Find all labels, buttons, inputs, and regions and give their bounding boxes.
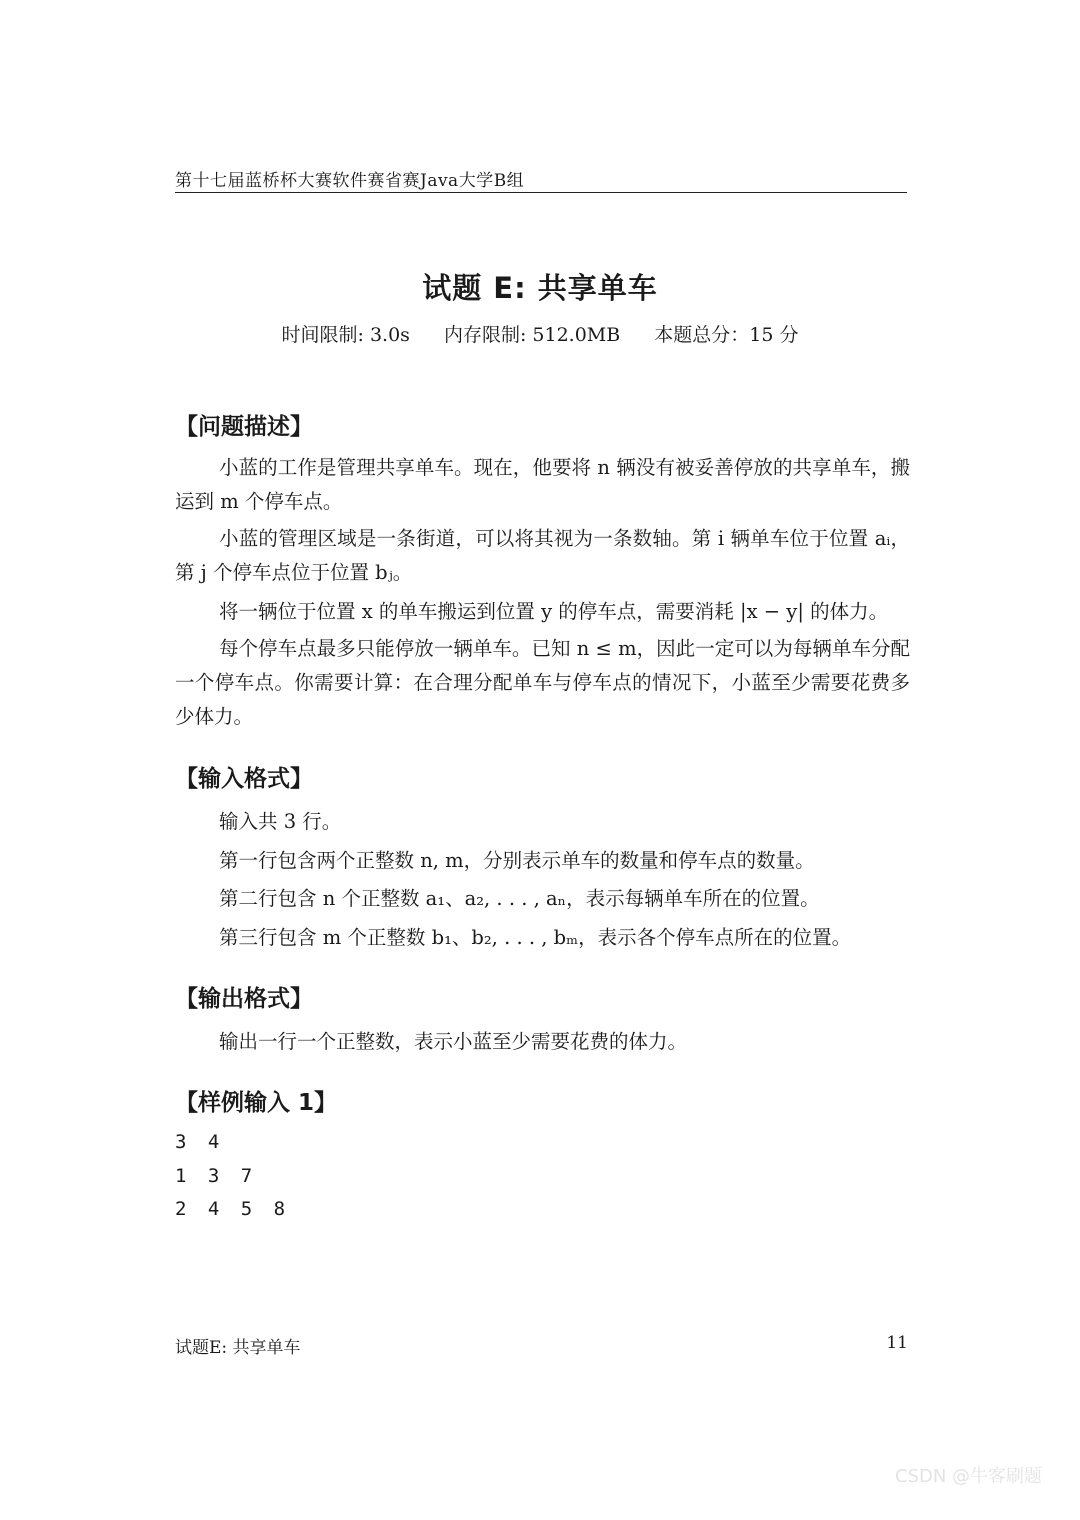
footer-title: 试题E: 共享单车 (175, 1338, 301, 1358)
description-paragraph: 小蓝的管理区域是一条街道，可以将其视为一条数轴。第 i 辆单车位于位置 aᵢ，第 j 个停车点位于位置 bⱼ。 (175, 527, 910, 584)
input-format-line: 第二行包含 n 个正整数 a₁、a₂, . . . , aₙ，表示每辆单车所在的位置。 (219, 887, 820, 910)
description-paragraph: 每个停车点最多只能停放一辆单车。已知 n ≤ m，因此一定可以为每辆单车分配一个停车点。你需要计算：在合理分配单车与停车点的情况下，小蓝至少需要花费多少体力。 (175, 637, 910, 728)
input-format-line: 第一行包含两个正整数 n, m，分别表示单车的数量和停车点的数量。 (219, 849, 815, 872)
output-format-heading: 【输出格式】 (175, 986, 313, 1012)
sample-input-heading: 【样例输入 1】 (175, 1090, 338, 1116)
description-paragraph: 将一辆位于位置 x 的单车搬运到位置 y 的停车点，需要消耗 |x − y| 的体力。 (219, 600, 889, 623)
problem-title: 试题 E: 共享单车 (422, 271, 658, 305)
output-format-line: 输出一行一个正整数，表示小蓝至少需要花费的体力。 (219, 1030, 688, 1053)
input-format-heading: 【输入格式】 (175, 766, 313, 792)
sample-input-line: 3 4 (175, 1131, 225, 1153)
memory-limit: 内存限制: 512.0MB (443, 324, 621, 346)
page-number: 11 (886, 1333, 908, 1353)
total-score: 本题总分：15 分 (654, 324, 799, 346)
sample-input-line: 1 3 7 (175, 1165, 258, 1187)
input-format-line: 第三行包含 m 个正整数 b₁、b₂, . . . , bₘ，表示各个停车点所在的位置。 (219, 926, 852, 949)
description-heading: 【问题描述】 (175, 414, 313, 440)
description-paragraph: 小蓝的工作是管理共享单车。现在，他要将 n 辆没有被妥善停放的共享单车，搬运到 m 个停车点。 (175, 456, 910, 513)
problem-limits (0, 320, 1080, 347)
sample-input-line: 2 4 5 8 (175, 1198, 291, 1220)
time-limit: 时间限制: 3.0s (281, 324, 410, 346)
watermark: CSDN @牛客刷题 (895, 1466, 1043, 1487)
header-divider (175, 192, 907, 193)
input-format-line: 输入共 3 行。 (219, 810, 342, 833)
page-header-text: 第十七届蓝桥杯大赛软件赛省赛Java大学B组 (175, 171, 525, 191)
